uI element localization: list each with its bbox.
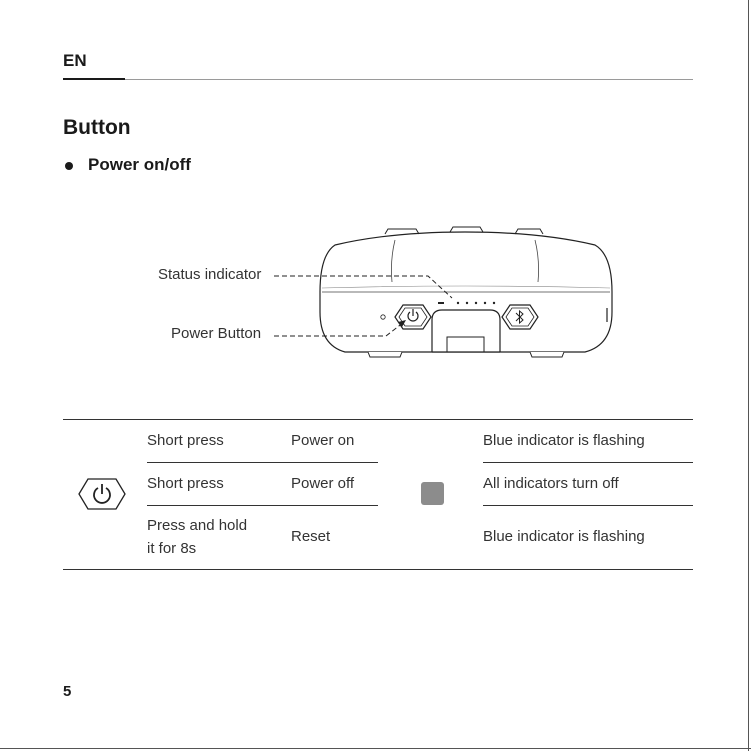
table-cell-indicator: All indicators turn off [483, 475, 619, 492]
status-indicator-callout: Status indicator [158, 266, 262, 283]
header-divider [63, 79, 693, 80]
table-cell-indicator: Blue indicator is flashing [483, 528, 645, 545]
page-border-bottom [0, 748, 751, 749]
table-cell-press-line2: it for 8s [147, 540, 197, 557]
row-divider [147, 462, 378, 463]
indicator-color-swatch [421, 482, 444, 505]
table-cell-action: Reset [291, 528, 331, 545]
table-top-border [63, 419, 693, 420]
table-cell-press: Short press [147, 475, 224, 492]
table-cell-indicator: Blue indicator is flashing [483, 432, 645, 449]
page-number: 5 [63, 683, 72, 700]
page-border-right [748, 0, 749, 751]
row-divider [147, 505, 378, 506]
table-cell-press: Short press [147, 432, 224, 449]
device-illustration [270, 215, 620, 365]
row-divider [483, 462, 693, 463]
table-bottom-border [63, 569, 693, 570]
row-divider [483, 505, 693, 506]
table-cell-action: Power on [291, 432, 355, 449]
language-label: EN [63, 51, 87, 70]
power-button-callout: Power Button [171, 325, 262, 342]
section-title: Button [63, 116, 131, 139]
table-cell-press-line1: Press and hold [147, 517, 248, 534]
bullet-icon [65, 162, 73, 170]
table-cell-action: Power off [291, 475, 355, 492]
bullet-heading: Power on/off [88, 155, 191, 174]
power-icon [78, 478, 126, 510]
header-divider-accent [63, 78, 125, 80]
